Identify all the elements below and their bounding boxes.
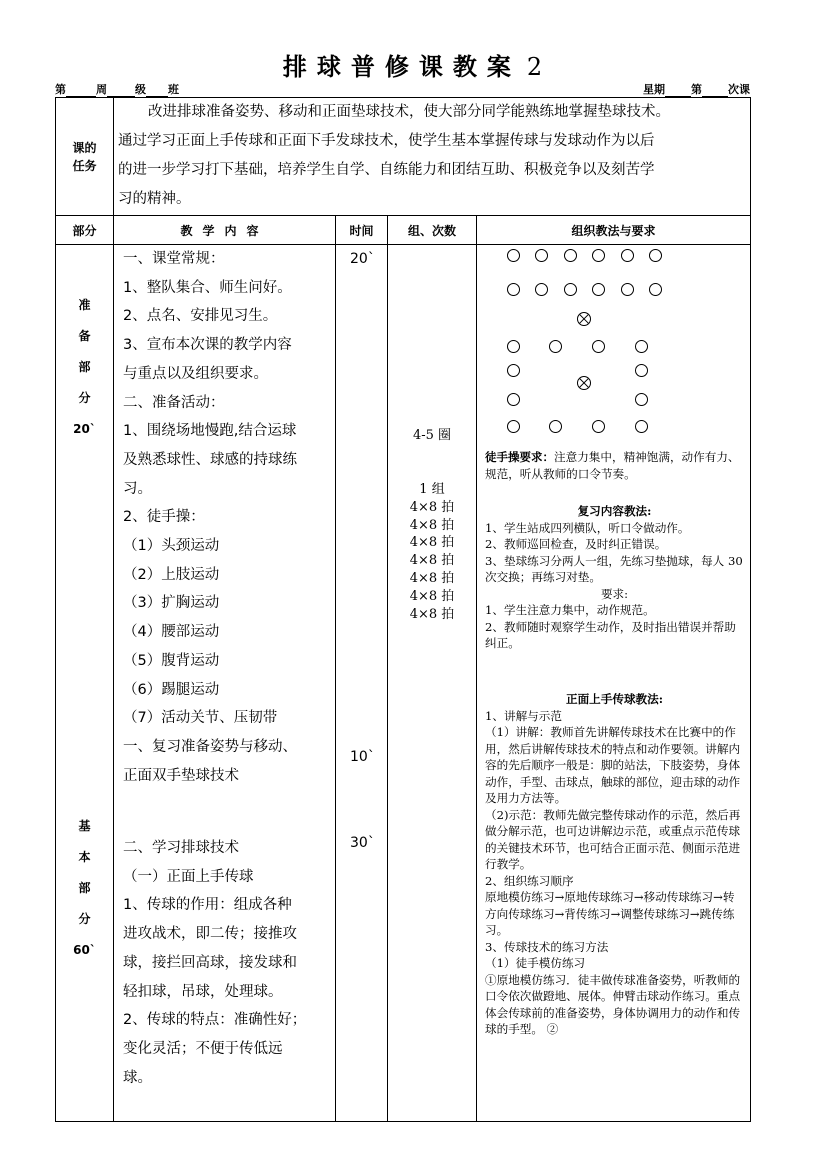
day-blank: [665, 85, 691, 97]
group-sets: [388, 481, 476, 623]
student-circle-icon: [621, 283, 634, 296]
student-circle-icon: [564, 283, 577, 296]
part-char: 60`: [73, 943, 96, 957]
part-char: 20`: [73, 422, 96, 436]
part-char: 备: [78, 329, 91, 343]
content-line: 2、点名、安排见习生。: [123, 308, 278, 325]
content-line: 一、课堂常规：: [123, 251, 225, 267]
group-set: 4×8 拍: [409, 588, 455, 604]
day-prefix: 星期: [643, 83, 665, 96]
student-circle-icon: [507, 364, 520, 377]
req-item: 1、学生注意力集中，动作规范。: [485, 603, 655, 617]
column-header-content: 教学内容: [114, 216, 336, 245]
drill-requirements: [485, 449, 744, 482]
student-circle-icon: [507, 420, 520, 433]
student-circle-icon: [549, 340, 562, 353]
content-line: 二、准备活动：: [123, 394, 225, 411]
content-line: 球。: [123, 1069, 152, 1086]
drill-req-label: 徒手操要求：: [485, 450, 554, 464]
task-label-line2: 任务: [72, 158, 97, 173]
content-line: （5）腹背运动: [123, 652, 220, 669]
task-line: 通过学习正面上手传球和正面下手发球技术，使学生基本掌握传球与发球动作为以后: [118, 133, 655, 149]
content-line: 轻扣球，吊球，处理球。: [123, 983, 283, 1000]
formation-diagram: [477, 245, 751, 445]
lesson-header: [55, 81, 750, 97]
group-set: 4×8 拍: [409, 517, 455, 533]
group-set: 4×8 拍: [409, 535, 455, 551]
student-circle-icon: [592, 283, 605, 296]
student-circle-icon: [649, 249, 662, 262]
content-line: 1、传球的作用：组成各种: [123, 897, 292, 914]
content-line: 球，接拦回高球，接发球和: [123, 954, 297, 971]
content-line: （1）头颈运动: [123, 538, 220, 555]
student-circle-icon: [507, 283, 520, 296]
student-circle-icon: [621, 249, 634, 262]
week-class-line: [55, 81, 179, 97]
content-line: 及熟悉球性、球感的持球练: [123, 451, 297, 468]
review-time: 10`: [350, 749, 375, 765]
content-line: 1、整队集合、师生问好。: [123, 279, 292, 296]
content-line: 进攻战术，即二传；接推攻: [123, 926, 297, 943]
content-line: 二、学习排球技术: [123, 840, 239, 856]
prep-time: 20`: [350, 251, 375, 267]
task-label-line1: 课的: [72, 140, 97, 155]
content-line: （4）腰部运动: [123, 624, 220, 641]
drill-req-text: 注意力集中，精神饱满，动作有力、规范，听从教师的口令节奏。: [485, 450, 740, 481]
part-char: 分: [78, 912, 91, 926]
title-text: 排球普修课教案: [282, 52, 521, 81]
student-circle-icon: [649, 283, 662, 296]
lesson-prefix: 第: [691, 83, 702, 96]
lesson-blank: [702, 85, 728, 97]
teacher-marker-icon: [577, 312, 591, 326]
column-header-time: 时间: [336, 216, 388, 245]
group-set: 4×8 拍: [409, 499, 455, 515]
week-prefix: 第: [55, 83, 66, 96]
lesson-suffix: 次课: [728, 83, 750, 96]
pass-text: 3、传球技术的练习方法: [485, 939, 609, 954]
grade-blank: [107, 85, 135, 97]
pass-text: （2)示范：教师先做完整传球动作的示范，然后再做分解示范，也可边讲解边示范，或重点示范传球的关键技术环节，也可结合正面示范、侧面示范进行教学。: [485, 807, 741, 871]
page-title: [0, 47, 825, 82]
part-char: 部: [78, 881, 91, 895]
student-circle-icon: [549, 420, 562, 433]
content-line: （7）活动关节、压韧带: [123, 710, 278, 727]
body-row: [56, 245, 751, 1122]
class-suffix: 班: [168, 83, 179, 96]
content-line: 3、宣布本次课的教学内容: [123, 337, 292, 354]
review-item: 1、学生站成四列横队，听口令做动作。: [485, 520, 690, 535]
column-header-group: 组、次数: [388, 216, 477, 245]
task-label: [56, 98, 114, 216]
week-suffix: 周: [96, 83, 107, 96]
student-circle-icon: [635, 420, 648, 433]
content-line: 习。: [123, 480, 152, 497]
student-circle-icon: [507, 340, 520, 353]
prep-part-label: [56, 290, 113, 445]
content-line: 一、复习准备姿势与移动、: [123, 738, 297, 755]
group-set: 4×8 拍: [409, 553, 455, 569]
part-char: 部: [78, 360, 91, 374]
pass-text: （1）讲解：教师首先讲解传球技术在比赛中的作用，然后讲解传球技术的特点和动作要领。讲解内容的先后顺序一般是：脚的站法，下肢姿势，身体动作，手型、击球点，触球的部位，迎击球的动作及用力方法等。: [485, 725, 741, 805]
pass-text: （1）徒手模仿练习: [485, 956, 586, 970]
review-title: 复习内容教法:: [577, 504, 652, 518]
lesson-plan-table: [55, 97, 751, 1122]
student-circle-icon: [592, 340, 605, 353]
time-column: [336, 245, 388, 1122]
content-line: （一）正面上手传球: [123, 868, 254, 885]
part-char: 准: [78, 298, 91, 312]
group-set: 4×8 拍: [409, 570, 455, 586]
week-blank: [66, 85, 96, 97]
class-blank: [146, 85, 168, 97]
column-header-part: 部分: [56, 216, 114, 245]
task-line-text: 改进排球准备姿势、移动和正面垫球技术，使大部分同学能熟练地掌握垫球技术。: [148, 104, 670, 120]
task-text: [114, 98, 751, 216]
part-char: 本: [78, 850, 91, 864]
content-line: 变化灵活；不便于传低远: [123, 1040, 283, 1057]
student-circle-icon: [635, 340, 648, 353]
task-line: 习的精神。: [118, 191, 191, 207]
main-time: 30`: [350, 835, 375, 851]
pass-text: 1、讲解与示范: [485, 708, 562, 723]
req-title: 要求:: [600, 586, 629, 601]
task-row: [56, 98, 751, 216]
content-line: 正面双手垫球技术: [123, 767, 239, 784]
group-laps: 4-5 圈: [412, 428, 452, 443]
student-circle-icon: [564, 249, 577, 262]
content-line: （3）扩胸运动: [123, 595, 220, 612]
day-lesson-line: [643, 81, 750, 97]
part-char: 分: [78, 391, 91, 405]
task-line: [118, 98, 746, 127]
title-number: 2: [526, 53, 543, 81]
group-column: [388, 245, 477, 1122]
content-line: 与重点以及组织要求。: [123, 365, 268, 382]
student-circle-icon: [535, 283, 548, 296]
content-line: （2）上肢运动: [123, 566, 220, 583]
pass-text: ①原地模仿练习．徒丰做传球准备姿势，听教师的口令依次做蹬地、展体。伸臂击球动作练习。重点体会传球前的准备姿势，身体协调用力的动作和传球的手型。 ②: [485, 972, 741, 1036]
basic-content: [123, 834, 331, 1092]
grade-suffix: 级: [135, 83, 146, 96]
review-item: 2、教师巡回检查，及时纠正错误。: [485, 537, 667, 551]
student-circle-icon: [592, 420, 605, 433]
part-char: 基: [78, 819, 91, 833]
part-column: [56, 245, 114, 1122]
group-set: 1 组: [419, 482, 445, 497]
review-method: [485, 503, 744, 652]
student-circle-icon: [535, 249, 548, 262]
column-header-row: [56, 216, 751, 245]
content-column: [114, 245, 336, 1122]
column-header-method: 组织教法与要求: [477, 216, 751, 245]
method-column: [477, 245, 751, 1122]
group-set: 4×8 拍: [409, 606, 455, 622]
content-line: （6）踢腿运动: [123, 681, 220, 698]
task-line: 的进一步学习打下基础，培养学生自学、自练能力和团结互助、积极竞争以及刻苦学: [118, 162, 655, 178]
pass-text: 原地模仿练习→原地传球练习→移动传球练习→转方向传球练习→背传练习→调整传球练习→跳传练习。: [485, 890, 735, 937]
review-item: 3、垫球练习分两人一组，先练习垫抛球，每人 30 次交换；再练习对垫。: [485, 553, 743, 584]
content-line: 1、围绕场地慢跑,结合运球: [123, 423, 297, 440]
req-item: 2、教师随时观察学生动作，及时指出错误并帮助纠正。: [485, 619, 736, 650]
pass-text: 2、组织练习顺序: [485, 873, 574, 888]
prep-content: [123, 245, 331, 790]
pass-method: [485, 691, 744, 1038]
student-circle-icon: [507, 249, 520, 262]
student-circle-icon: [507, 393, 520, 406]
content-line: 2、传球的特点：准确性好；: [123, 1012, 307, 1029]
student-circle-icon: [635, 393, 648, 406]
student-circle-icon: [592, 249, 605, 262]
student-circle-icon: [635, 364, 648, 377]
basic-part-label: [56, 811, 113, 966]
pass-title: 正面上手传球教法:: [565, 692, 664, 706]
content-line: 2、徒手操：: [123, 509, 205, 526]
teacher-marker-icon: [577, 376, 591, 390]
